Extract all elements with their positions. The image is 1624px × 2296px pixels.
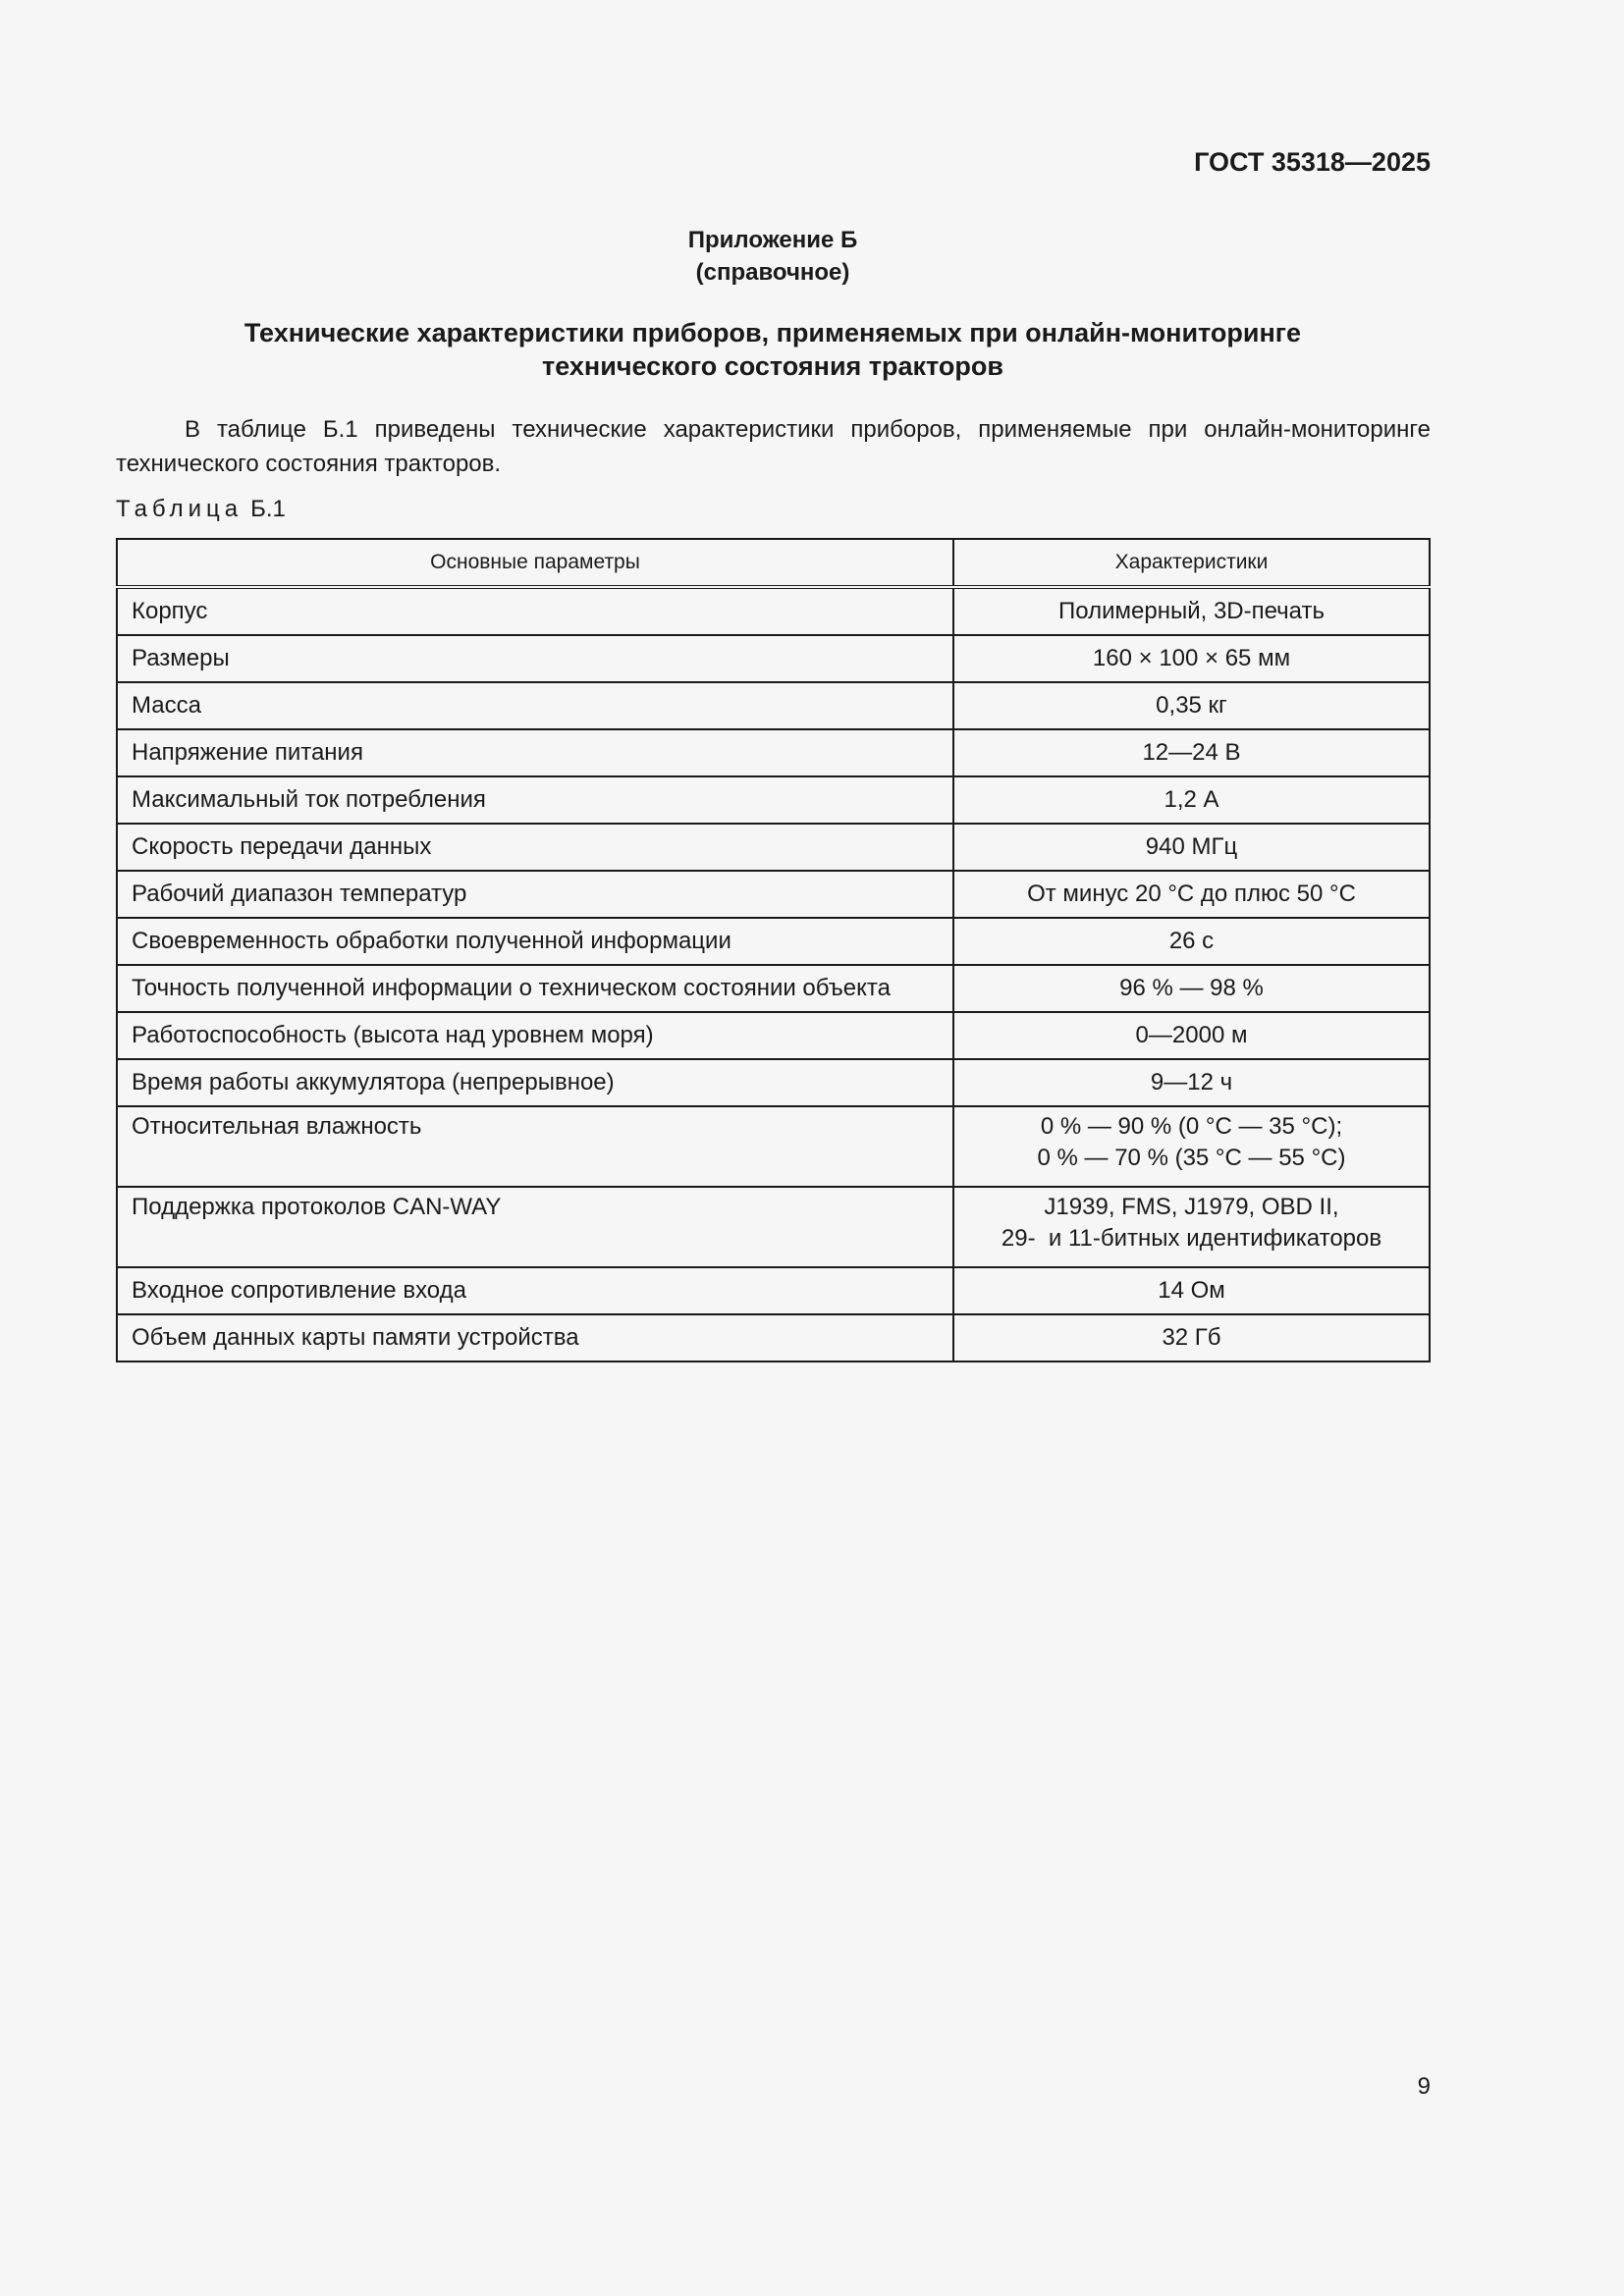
param-cell: Размеры	[117, 635, 953, 682]
table-row	[117, 965, 1430, 1012]
value-line: 0 % — 70 % (35 °С — 55 °С)	[1037, 1145, 1346, 1171]
section-title	[0, 316, 1545, 383]
param-cell: Своевременность обработки полученной информации	[117, 918, 953, 965]
param-cell: Относительная влажность	[117, 1106, 953, 1187]
table-row	[117, 1267, 1430, 1314]
table-row	[117, 1059, 1430, 1106]
value-cell: 12—24 В	[953, 729, 1430, 776]
value-line: 29- и 11-битных идентификаторов	[1001, 1225, 1382, 1252]
intro-paragraph: В таблице Б.1 приведены технические характеристики приборов, применяемые при онлайн-мониторинге технического состояния тракторов.	[116, 416, 1431, 477]
param-cell: Объем данных карты памяти устройства	[117, 1314, 953, 1362]
value-cell: 1,2 А	[953, 776, 1430, 824]
value-cell: 940 МГц	[953, 824, 1430, 871]
param-cell: Работоспособность (высота над уровнем моря)	[117, 1012, 953, 1059]
param-cell: Входное сопротивление входа	[117, 1267, 953, 1314]
document-id: ГОСТ 35318—2025	[1194, 147, 1431, 177]
param-cell: Корпус	[117, 587, 953, 635]
value-cell: 32 Гб	[953, 1314, 1430, 1362]
param-cell: Скорость передачи данных	[117, 824, 953, 871]
table-row	[117, 871, 1430, 918]
table-header-row	[117, 539, 1430, 587]
table-row	[117, 1187, 1430, 1267]
value-line: 0 % — 90 % (0 °С — 35 °С);	[1040, 1113, 1343, 1140]
section-title-line1: Технические характеристики приборов, применяемых при онлайн-мониторинге	[244, 318, 1302, 347]
table-caption-number: Б.1	[250, 496, 286, 522]
param-cell: Напряжение питания	[117, 729, 953, 776]
value-cell: 9—12 ч	[953, 1059, 1430, 1106]
table-caption	[116, 496, 286, 523]
value-cell: 26 с	[953, 918, 1430, 965]
param-cell: Рабочий диапазон температур	[117, 871, 953, 918]
value-cell: 0—2000 м	[953, 1012, 1430, 1059]
param-cell: Максимальный ток потребления	[117, 776, 953, 824]
table-row	[117, 635, 1430, 682]
appendix-subtitle: (справочное)	[695, 259, 850, 286]
value-cell: 14 Ом	[953, 1267, 1430, 1314]
table-row	[117, 776, 1430, 824]
column-header-parameters: Основные параметры	[117, 539, 953, 587]
table-caption-word: Таблица	[116, 496, 244, 522]
value-cell	[953, 1187, 1430, 1267]
value-cell: 0,35 кг	[953, 682, 1430, 729]
table-row	[117, 1012, 1430, 1059]
param-cell: Масса	[117, 682, 953, 729]
column-header-characteristics: Характеристики	[953, 539, 1430, 587]
param-cell: Поддержка протоколов CAN-WAY	[117, 1187, 953, 1267]
value-cell: От минус 20 °С до плюс 50 °С	[953, 871, 1430, 918]
value-cell	[953, 1106, 1430, 1187]
page-number: 9	[1417, 2073, 1431, 2100]
table-row	[117, 729, 1430, 776]
param-cell: Точность полученной информации о техническом состоянии объекта	[117, 965, 953, 1012]
appendix-title: Приложение Б	[687, 227, 858, 253]
param-cell: Время работы аккумулятора (непрерывное)	[117, 1059, 953, 1106]
section-title-line2: технического состояния тракторов	[542, 351, 1003, 381]
table-row	[117, 824, 1430, 871]
appendix-heading	[0, 224, 1545, 289]
value-cell: 96 % — 98 %	[953, 965, 1430, 1012]
table-row	[117, 682, 1430, 729]
table-row	[117, 1106, 1430, 1187]
value-cell: Полимерный, 3D-печать	[953, 587, 1430, 635]
value-line: J1939, FMS, J1979, OBD II,	[1044, 1194, 1339, 1220]
table-row	[117, 587, 1430, 635]
table-row	[117, 918, 1430, 965]
specifications-table	[116, 538, 1431, 1362]
value-cell: 160 × 100 × 65 мм	[953, 635, 1430, 682]
table-row	[117, 1314, 1430, 1362]
